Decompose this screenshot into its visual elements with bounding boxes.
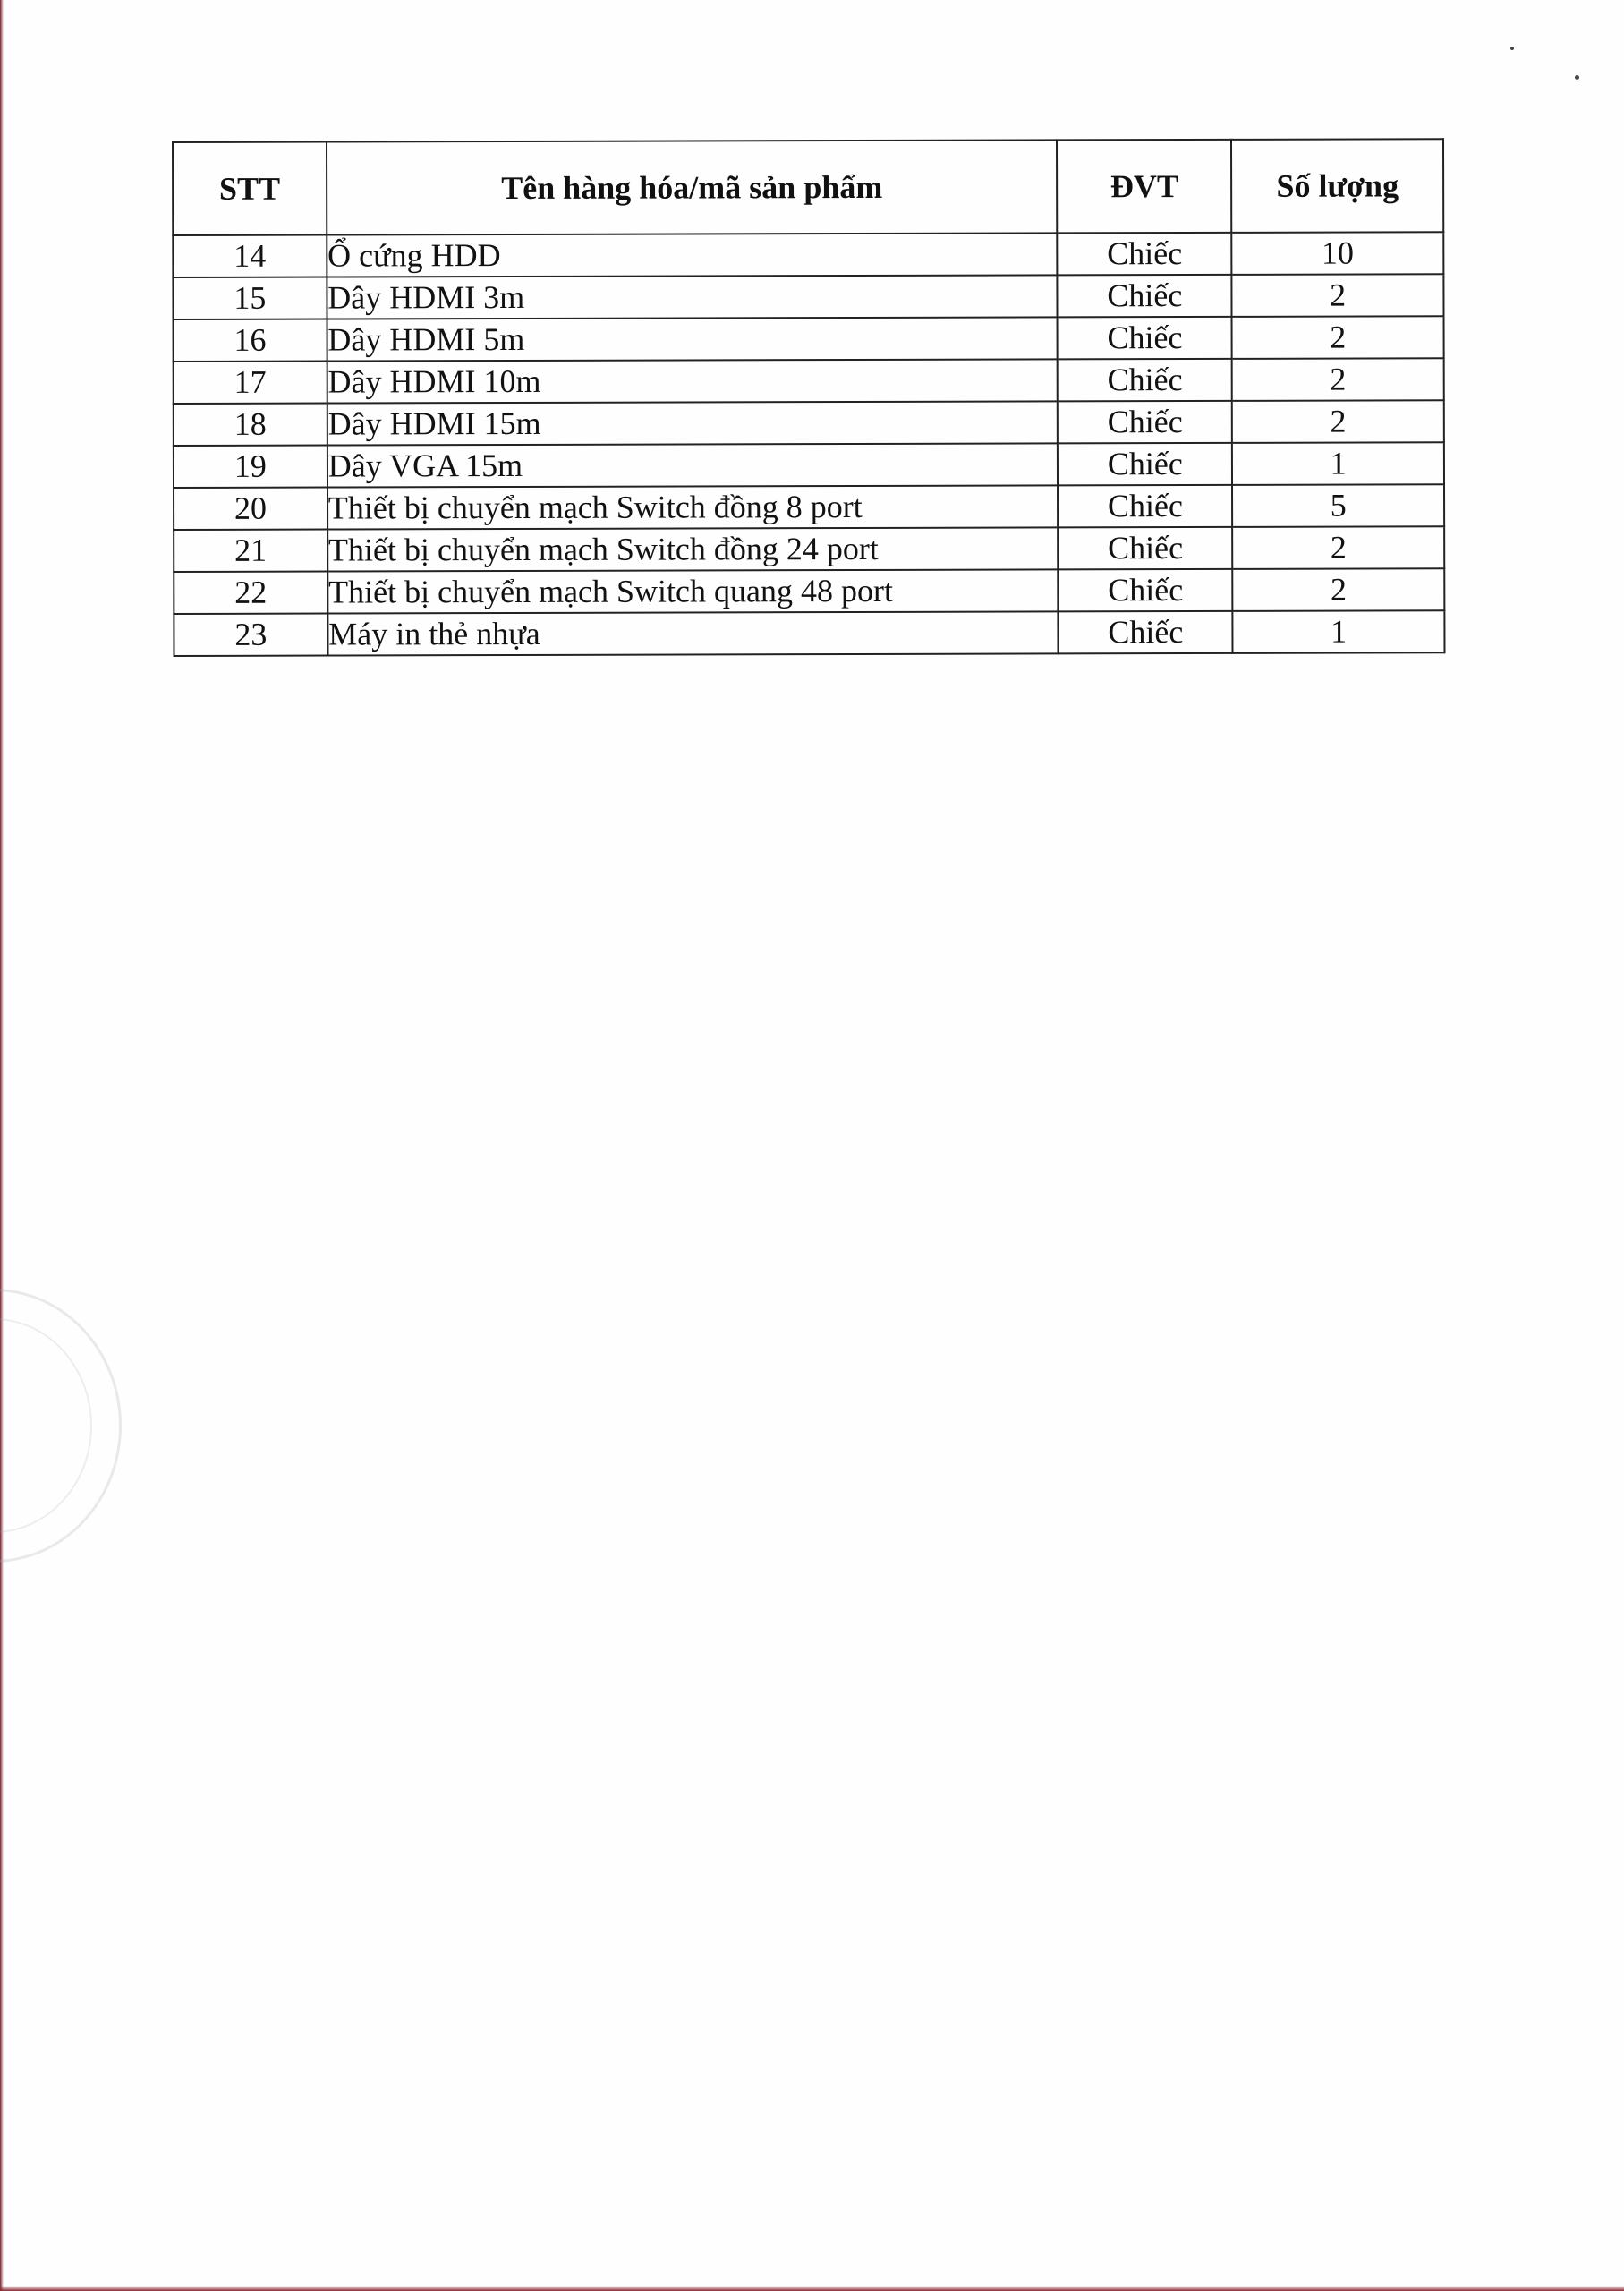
cell-qty: 2	[1232, 358, 1444, 401]
table-row	[174, 526, 1444, 572]
cell-stt: 23	[174, 614, 327, 656]
cell-name: Thiết bị chuyển mạch Switch quang 48 port	[327, 569, 1059, 613]
cell-qty: 10	[1232, 232, 1444, 275]
cell-qty: 2	[1232, 316, 1444, 359]
cell-qty: 2	[1233, 568, 1445, 611]
cell-name: Dây HDMI 10m	[327, 359, 1058, 403]
cell-stt: 19	[174, 446, 327, 488]
cell-name: Máy in thẻ nhựa	[327, 611, 1059, 655]
cell-name: Dây HDMI 5m	[327, 317, 1058, 361]
header-name: Tên hàng hóa/mã sản phẩm	[327, 140, 1058, 234]
cell-unit: Chiếc	[1058, 359, 1232, 402]
cell-unit: Chiếc	[1058, 233, 1232, 276]
cell-qty: 2	[1232, 400, 1444, 443]
cell-name: Thiết bị chuyển mạch Switch đồng 8 port	[327, 485, 1059, 529]
scan-speck	[1575, 75, 1579, 80]
table-row	[174, 484, 1444, 530]
cell-stt: 20	[174, 488, 327, 530]
cell-unit: Chiếc	[1058, 485, 1232, 528]
cell-name: Dây HDMI 3m	[327, 275, 1058, 319]
cell-stt: 18	[174, 404, 327, 446]
scan-edge-left	[0, 0, 4, 2291]
header-stt: STT	[173, 142, 327, 235]
cell-unit: Chiếc	[1059, 611, 1233, 654]
table-row	[174, 610, 1444, 656]
cell-name: Dây VGA 15m	[327, 443, 1059, 487]
table-row	[174, 316, 1444, 362]
cell-unit: Chiếc	[1059, 569, 1233, 612]
cell-name: Dây HDMI 15m	[327, 401, 1059, 445]
cell-stt: 15	[173, 277, 327, 319]
cell-qty: 2	[1232, 526, 1444, 569]
table-row	[173, 232, 1443, 277]
cell-unit: Chiếc	[1058, 275, 1232, 318]
cell-unit: Chiếc	[1058, 401, 1232, 444]
cell-qty: 1	[1233, 610, 1445, 653]
cell-qty: 1	[1232, 442, 1444, 485]
table-body	[173, 232, 1444, 656]
cell-stt: 14	[173, 235, 327, 277]
faded-stamp	[0, 1289, 122, 1563]
table-row	[174, 358, 1444, 404]
cell-qty: 2	[1232, 274, 1444, 317]
table-header	[173, 139, 1443, 235]
table-row	[174, 568, 1444, 614]
header-qty: Số lượng	[1231, 139, 1443, 233]
cell-stt: 17	[174, 362, 327, 404]
table-row	[173, 274, 1443, 319]
table-row	[174, 442, 1444, 488]
cell-stt: 22	[174, 572, 327, 614]
cell-stt: 16	[174, 319, 327, 362]
cell-unit: Chiếc	[1058, 317, 1232, 360]
cell-unit: Chiếc	[1059, 527, 1233, 570]
cell-stt: 21	[174, 530, 327, 572]
goods-table	[172, 138, 1446, 657]
header-unit: ĐVT	[1057, 140, 1231, 234]
scan-speck	[1510, 47, 1514, 50]
table-row	[174, 400, 1444, 446]
header-row	[173, 139, 1443, 235]
cell-qty: 5	[1232, 484, 1444, 527]
cell-name: Ổ cứng HDD	[327, 233, 1058, 277]
scan-edge-bottom	[0, 2286, 1624, 2291]
cell-name: Thiết bị chuyển mạch Switch đồng 24 port	[327, 527, 1059, 571]
cell-unit: Chiếc	[1058, 443, 1232, 486]
